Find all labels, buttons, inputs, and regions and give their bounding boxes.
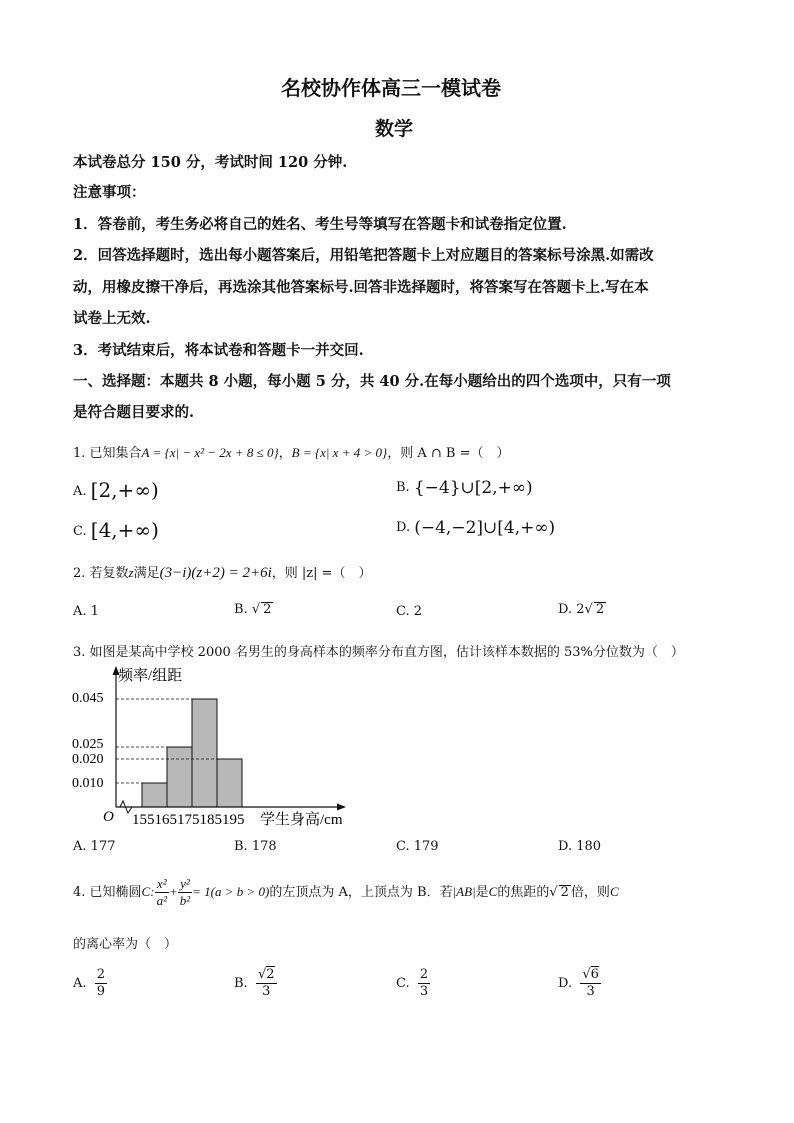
option-text: 179 xyxy=(413,839,439,854)
question-1-suffix: ，则 A ∩ B =（ ） xyxy=(387,446,510,461)
ellipse-equation-tail: = 1(a > b > 0) xyxy=(192,884,270,899)
complex-equation: (3−i)(z+2) = 2+6i xyxy=(159,565,272,581)
origin-label: O xyxy=(103,809,114,825)
fraction-denominator: 3 xyxy=(419,984,429,999)
question-2-prefix: 2. 若复数 xyxy=(73,566,129,581)
option-label: C. xyxy=(396,604,410,619)
ellipse-name: C xyxy=(141,884,151,899)
question-2-option-b[interactable] xyxy=(234,602,273,617)
sqrt-sign: √ xyxy=(549,885,558,900)
histogram-bar-155-165 xyxy=(142,783,167,807)
question-3-option-a[interactable] xyxy=(73,839,116,854)
option-fraction xyxy=(256,967,277,1000)
question-2-suffix: ，则 |z| =（ ） xyxy=(271,566,372,581)
y-tick-label-0.045: 0.045 xyxy=(72,691,104,706)
question-4-stem-line-2: 的离心率为（ ） xyxy=(73,937,178,952)
histogram-bar-185-195 xyxy=(217,759,242,807)
option-label: D. xyxy=(558,976,573,991)
x-axis-label: 学生身高/cm xyxy=(260,812,343,828)
y-tick-label-0.020: 0.020 xyxy=(72,752,104,767)
question-4-option-d[interactable] xyxy=(558,967,601,1000)
fraction-x xyxy=(155,876,169,909)
question-2-stem xyxy=(73,562,372,582)
question-4-part-3: 是 xyxy=(475,885,489,900)
sqrt-value: 2 xyxy=(560,885,569,900)
fraction-numerator: x² xyxy=(155,876,169,893)
option-fraction xyxy=(95,967,107,1000)
notice-item-1: 1．答卷前，考生务必将自己的姓名、考生号等填写在答题卡和试卷指定位置. xyxy=(73,216,567,233)
option-text: 2 xyxy=(595,602,605,617)
question-4-part-4: 的焦距的 xyxy=(497,885,550,900)
notice-item-2-line-1: 2．回答选择题时，选出每小题答案后，用铅笔把答题卡上对应题目的答案标号涂黑.如需改 xyxy=(73,247,654,264)
notice-item-3: 3．考试结束后，将本试卷和答题卡一并交回. xyxy=(73,342,364,359)
option-text: 180 xyxy=(576,839,602,854)
question-2-option-a[interactable] xyxy=(73,604,99,619)
notice-item-2-line-2: 动，用橡皮擦干净后，再选涂其他答案标号.回答非选择题时，将答案写在答题卡上.写在本 xyxy=(73,279,649,296)
fraction-y xyxy=(178,876,192,909)
fraction-numerator-sqrt: √6 xyxy=(582,967,599,982)
option-label: D. xyxy=(396,520,411,535)
option-text: (−4,−2]∪[4,+∞) xyxy=(414,518,556,538)
option-label: A. xyxy=(73,604,87,619)
option-label: D. xyxy=(558,839,573,854)
option-text: 2 xyxy=(263,602,272,617)
histogram-bar-165-175 xyxy=(167,747,192,807)
option-label: A. xyxy=(73,976,87,991)
fraction-denominator: 9 xyxy=(96,984,106,999)
option-label: B. xyxy=(396,480,410,495)
fraction-numerator: 2 xyxy=(96,967,106,982)
option-text: {−4}∪[2,+∞) xyxy=(413,478,533,498)
fraction-denominator: b² xyxy=(179,893,191,908)
notice-heading: 注意事项： xyxy=(73,184,146,201)
section-heading-line-1: 一、选择题：本题共 8 小题，每小题 5 分，共 40 分.在每小题给出的四个选项中，只有一项 xyxy=(73,373,671,390)
ellipse-name-ref: C xyxy=(609,884,619,899)
fraction-numerator: 2 xyxy=(419,967,429,982)
question-3-option-d[interactable] xyxy=(558,839,601,854)
question-2-option-c[interactable] xyxy=(396,604,422,619)
option-fraction xyxy=(418,967,430,1000)
fraction-numerator-sqrt: √2 xyxy=(257,967,275,982)
option-label: D. xyxy=(558,602,573,617)
fraction-numerator: y² xyxy=(178,876,192,893)
question-3-option-c[interactable] xyxy=(396,839,439,854)
option-text: [4,+∞) xyxy=(90,518,159,542)
option-label: C. xyxy=(73,524,87,539)
option-coef: 2 xyxy=(576,602,585,617)
x-axis-arrow xyxy=(337,804,346,811)
question-4-option-a[interactable] xyxy=(73,967,107,1000)
question-4-option-c[interactable] xyxy=(396,967,430,1000)
option-label: A. xyxy=(73,484,87,499)
option-text: 1 xyxy=(90,604,99,619)
sqrt-radicand: 6 xyxy=(590,967,599,982)
exam-title: 名校协作体高三一模试卷 xyxy=(281,76,501,100)
option-label: B. xyxy=(234,839,248,854)
sqrt-sign: √ xyxy=(584,602,593,617)
option-text: 178 xyxy=(251,839,277,854)
question-1-option-c[interactable] xyxy=(73,518,159,542)
x-tick-labels: 155165175185195 xyxy=(132,812,245,828)
question-4-option-b[interactable] xyxy=(234,967,277,1000)
question-1-option-d[interactable] xyxy=(396,518,555,538)
fraction-denominator: a² xyxy=(156,893,167,908)
option-label: C. xyxy=(396,839,410,854)
option-label: C. xyxy=(396,976,410,991)
question-1-option-a[interactable] xyxy=(73,478,159,502)
score-line: 本试卷总分 150 分，考试时间 120 分钟. xyxy=(73,154,348,171)
question-4-prefix: 4. 已知椭圆 xyxy=(73,885,142,900)
set-b: B = {x| x + 4 > 0} xyxy=(291,445,388,460)
option-text: 177 xyxy=(90,839,116,854)
question-1-stem xyxy=(73,442,509,461)
sqrt-radicand: 2 xyxy=(266,967,275,982)
notice-item-2-line-3: 试卷上无效. xyxy=(73,310,151,327)
question-2-option-d[interactable] xyxy=(558,602,606,617)
segment-ab-abs: |AB| xyxy=(452,884,476,899)
fraction-denominator: 3 xyxy=(262,984,271,999)
variable-z: z xyxy=(128,565,134,580)
option-fraction xyxy=(580,967,601,1000)
question-3-option-b[interactable] xyxy=(234,839,277,854)
fraction-denominator: 3 xyxy=(586,984,595,999)
y-axis-label: 频率/组距 xyxy=(118,668,183,684)
histogram-bar-175-185 xyxy=(192,699,217,807)
y-tick-label-0.025: 0.025 xyxy=(72,737,104,752)
option-label: B. xyxy=(234,602,248,617)
question-1-prefix: 1. 已知集合 xyxy=(73,446,142,461)
question-4-part-5: 倍，则 xyxy=(570,885,610,900)
ellipse-name-ref: C xyxy=(488,884,498,899)
histogram-chart xyxy=(70,662,370,834)
separator: ， xyxy=(278,446,292,461)
question-4-part-2: 的左顶点为 A，上顶点为 B．若 xyxy=(269,885,453,900)
option-label: A. xyxy=(73,839,87,854)
option-text: [2,+∞) xyxy=(90,478,159,502)
subject-title: 数学 xyxy=(375,118,414,140)
set-a: A = {x| − x² − 2x + 8 ≤ 0} xyxy=(141,445,279,460)
question-3-stem: 3. 如图是某高中学校 2000 名男生的身高样本的频率分布直方图，估计该样本数据的 53%分位数为（ ） xyxy=(73,645,684,660)
question-1-option-b[interactable] xyxy=(396,478,533,498)
question-2-mid: 满足 xyxy=(133,566,160,581)
question-4-stem-line-1: 4. 已知椭圆C: $\frac{\text{x²}}{\text{a²}}$ + $\frac{\text{y²}}{\text{b²}}$ = 1(a > b > 0)的左顶点为 A，上顶点为 B．若|AB|是C的焦距的√ 2 倍，则C xyxy=(73,876,619,908)
option-label: B. xyxy=(234,976,248,991)
option-text: 2 xyxy=(413,604,423,619)
y-tick-label-0.010: 0.010 xyxy=(72,776,104,791)
section-heading-line-2: 是符合题目要求的. xyxy=(73,404,195,421)
sqrt-sign: √ xyxy=(251,602,261,617)
